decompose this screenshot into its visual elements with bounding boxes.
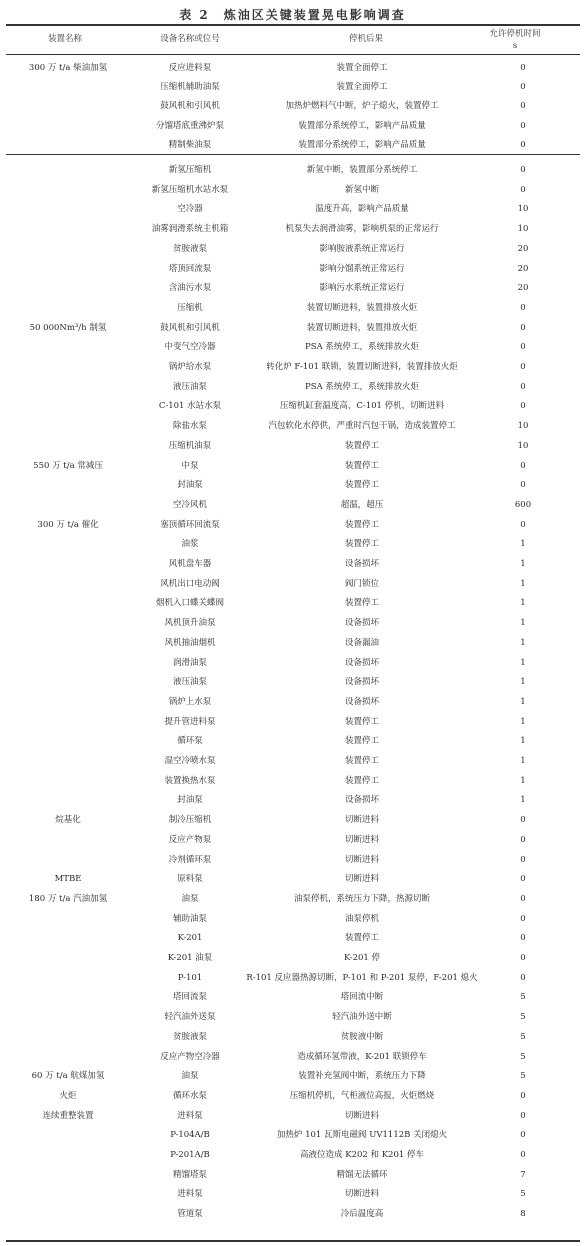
consequence-cell: 影响胺液系统正常运行 xyxy=(319,243,405,254)
equipment-cell: 封油泵 xyxy=(177,795,203,806)
consequence-cell: 设备损坏 xyxy=(344,795,380,806)
consequence-cell: 切断进料 xyxy=(344,874,380,885)
top-rule xyxy=(6,24,580,26)
consequence-cell: 加热炉 101 瓦斯电磁阀 UV1112B 关闭熄火 xyxy=(276,1130,448,1141)
consequence-cell: 装置补充氢阀中断，系统压力下降 xyxy=(298,1071,426,1082)
consequence-cell: 精馏无法循环 xyxy=(336,1169,388,1180)
equipment-cell: 油泵 xyxy=(181,893,199,904)
unit-name: 550 万 t/a 常减压 xyxy=(33,460,103,471)
equipment-cell: 塞顶循环回流泵 xyxy=(160,519,220,530)
consequence-cell: 汽包软化水停供，严重时汽包干锅，造成装置停工 xyxy=(268,421,456,432)
equipment-cell: 风机盘车器 xyxy=(168,559,212,569)
allowed-time-cell: 0 xyxy=(520,1150,526,1160)
consequence-cell: 装置停工 xyxy=(344,440,380,451)
equipment-cell: 湿空冷喷水泵 xyxy=(164,756,216,766)
consequence-cell: 超温，超压 xyxy=(340,499,384,510)
allowed-time-cell: 0 xyxy=(520,101,526,112)
consequence-cell: 装置停工 xyxy=(344,933,380,944)
consequence-cell: 新氢中断 xyxy=(344,184,380,195)
allowed-time-cell: 5 xyxy=(520,1189,526,1200)
unit-name: 烷基化 xyxy=(55,815,81,826)
equipment-cell: 中变气空冷器 xyxy=(164,342,216,353)
equipment-cell: 风机顶升油泵 xyxy=(164,618,216,629)
consequence-cell: 设备损坏 xyxy=(344,618,380,629)
allowed-time-cell: 1 xyxy=(520,598,526,609)
equipment-cell: 装置换热水泵 xyxy=(164,775,216,786)
consequence-cell: 装置全面停工 xyxy=(336,63,388,73)
equipment-cell: 反应进料泵 xyxy=(168,63,212,73)
consequence-cell: 切断进料 xyxy=(344,815,380,826)
equipment-cell: 油泵 xyxy=(181,1071,199,1082)
equipment-cell: 贫胺液泵 xyxy=(172,243,208,254)
consequence-cell: 高液位造成 K202 和 K201 停车 xyxy=(300,1150,424,1160)
equipment-cell: 循环水泵 xyxy=(172,1090,208,1101)
allowed-time-cell: 0 xyxy=(520,165,526,175)
allowed-time-cell: 1 xyxy=(520,696,526,707)
allowed-time-cell: 7 xyxy=(520,1169,526,1180)
unit-name: 连续重整装置 xyxy=(42,1110,94,1121)
equipment-cell: 锅炉给水泵 xyxy=(168,362,212,372)
allowed-time-cell: 0 xyxy=(520,1110,526,1121)
allowed-time-cell: 1 xyxy=(520,578,526,589)
consequence-cell: 切断进料 xyxy=(344,1189,380,1200)
allowed-time-cell: 0 xyxy=(520,302,526,313)
equipment-cell: 含油污水泵 xyxy=(168,283,212,294)
equipment-cell: 锅炉上水泵 xyxy=(168,696,212,707)
consequence-cell: 装置停工 xyxy=(344,775,380,786)
allowed-time-cell: 5 xyxy=(520,1051,526,1062)
consequence-cell: 油泵停机 xyxy=(344,913,380,924)
equipment-cell: 风机抽油烟机 xyxy=(164,637,216,648)
allowed-time-cell: 0 xyxy=(520,82,526,93)
consequence-cell: 压缩机停机，气柜液位高报，火炬燃烧 xyxy=(289,1090,435,1101)
consequence-cell: 新氢中断，装置部分系统停工 xyxy=(306,165,418,175)
allowed-time-cell: 0 xyxy=(520,63,526,73)
unit-name: MTBE xyxy=(54,874,82,885)
consequence-cell: 装置停工 xyxy=(344,480,380,491)
header-unit: 装置名称 xyxy=(47,34,82,44)
equipment-cell: 油浆 xyxy=(181,539,199,550)
allowed-time-cell: 600 xyxy=(514,499,532,510)
consequence-cell: 装置停工 xyxy=(344,736,380,747)
equipment-cell: 空冷风机 xyxy=(172,499,208,510)
consequence-cell: 阀门锁位 xyxy=(344,578,380,589)
consequence-cell: 设备损坏 xyxy=(344,696,380,707)
equipment-cell: 液压油泵 xyxy=(172,677,208,688)
allowed-time-cell: 1 xyxy=(520,539,526,550)
equipment-cell: 鼓风机和引风机 xyxy=(160,101,220,112)
unit-name: 火炬 xyxy=(59,1090,77,1101)
consequence-cell: 装置停工 xyxy=(344,519,380,530)
equipment-cell: 管道泵 xyxy=(177,1209,203,1220)
equipment-cell: 塔回流泵 xyxy=(172,992,208,1003)
allowed-time-cell: 1 xyxy=(520,559,526,569)
equipment-cell: 冷剂循环泵 xyxy=(168,854,212,865)
header-consequence: 停机后果 xyxy=(348,34,383,44)
equipment-cell: 空冷器 xyxy=(177,204,203,215)
consequence-cell: 影响污水系统正常运行 xyxy=(319,283,405,294)
consequence-cell: 塔回流中断 xyxy=(340,992,384,1003)
allowed-time-cell: 0 xyxy=(520,815,526,826)
allowed-time-cell: 5 xyxy=(520,1012,526,1023)
allowed-time-cell: 0 xyxy=(520,120,526,131)
equipment-cell: 贫胺液泵 xyxy=(172,1031,208,1042)
allowed-time-cell: 8 xyxy=(520,1209,526,1220)
consequence-cell: 装置全面停工 xyxy=(336,82,388,93)
allowed-time-cell: 1 xyxy=(520,795,526,806)
unit-name: 300 万 t/a 柴油加氢 xyxy=(28,63,108,73)
header-equipment: 设备名称或位号 xyxy=(160,34,220,44)
allowed-time-cell: 0 xyxy=(520,381,526,392)
allowed-time-cell: 0 xyxy=(520,874,526,885)
consequence-cell: 切断进料 xyxy=(344,854,380,865)
equipment-cell: 分馏塔底重沸炉泵 xyxy=(155,120,225,131)
consequence-cell: 冷后温度高 xyxy=(340,1209,384,1220)
equipment-cell: K-201 xyxy=(177,933,203,944)
consequence-cell: 设备损坏 xyxy=(344,677,380,688)
consequence-cell: 加热炉燃料气中断，炉子熄火，装置停工 xyxy=(285,101,439,112)
allowed-time-cell: 0 xyxy=(520,460,526,471)
allowed-time-cell: 0 xyxy=(520,322,526,333)
consequence-cell: 装置部分系统停工，影响产品质量 xyxy=(298,139,426,150)
consequence-cell: 装置停工 xyxy=(344,539,380,550)
equipment-cell: 循环泵 xyxy=(177,736,203,747)
allowed-time-cell: 0 xyxy=(520,480,526,491)
equipment-cell: 新氢压缩机水站水泵 xyxy=(151,184,229,195)
consequence-cell: R-101 反应器热源切断，P-101 和 P-201 泵停，F-201 熄火 xyxy=(246,972,478,983)
allowed-time-cell: 0 xyxy=(520,362,526,372)
consequence-cell: 装置切断进料，装置排放火炬 xyxy=(306,302,418,313)
allowed-time-cell: 0 xyxy=(520,519,526,530)
allowed-time-cell: 10 xyxy=(517,204,529,215)
allowed-time-cell: 20 xyxy=(517,243,529,254)
allowed-time-cell: 0 xyxy=(520,184,526,195)
section-rule xyxy=(6,154,580,155)
allowed-time-cell: 1 xyxy=(520,736,526,747)
equipment-cell: 反应产物空冷器 xyxy=(160,1051,220,1062)
equipment-cell: 精制柴油泵 xyxy=(168,139,212,150)
consequence-cell: 切断进料 xyxy=(344,1110,380,1121)
allowed-time-cell: 0 xyxy=(520,953,526,963)
allowed-time-cell: 20 xyxy=(517,283,529,294)
equipment-cell: 压缩机油泵 xyxy=(168,440,212,451)
allowed-time-cell: 0 xyxy=(520,933,526,944)
equipment-cell: 除盐水泵 xyxy=(172,421,208,432)
allowed-time-cell: 0 xyxy=(520,139,526,150)
equipment-cell: C-101 水站水泵 xyxy=(158,401,222,412)
equipment-cell: 润滑油泵 xyxy=(172,657,208,668)
allowed-time-cell: 0 xyxy=(520,972,526,983)
consequence-cell: 影响分馏系统正常运行 xyxy=(319,263,405,274)
allowed-time-cell: 0 xyxy=(520,1090,526,1101)
equipment-cell: 反应产物泵 xyxy=(168,834,212,845)
unit-name: 50 000Nm³/h 制氢 xyxy=(29,322,107,333)
equipment-cell: P-101 xyxy=(177,972,203,983)
consequence-cell: 装置切断进料，装置排放火炬 xyxy=(306,322,418,333)
allowed-time-cell: 5 xyxy=(520,1031,526,1042)
consequence-cell: 设备漏油 xyxy=(344,637,380,648)
consequence-cell: 装置停工 xyxy=(344,460,380,471)
equipment-cell: P-104A/B xyxy=(170,1130,210,1141)
equipment-cell: 精馏塔泵 xyxy=(172,1169,208,1180)
header-allowed-time: 允许停机时间 xyxy=(489,29,541,39)
equipment-cell: K-201 油泵 xyxy=(167,953,213,963)
consequence-cell: 油泵停机，系统压力下降，热源切断 xyxy=(293,893,431,904)
unit-name: 300 万 t/a 催化 xyxy=(37,519,99,530)
table-title: 表 2 炼油区关键装置晃电影响调查 xyxy=(179,8,406,22)
allowed-time-cell: 0 xyxy=(520,854,526,865)
equipment-cell: 制冷压缩机 xyxy=(168,815,212,826)
equipment-cell: P-201A/B xyxy=(170,1150,210,1160)
consequence-cell: 造成循环氢带液，K-201 联锁停车 xyxy=(297,1051,427,1062)
allowed-time-cell: 1 xyxy=(520,716,526,727)
equipment-cell: 进料泵 xyxy=(177,1110,203,1121)
allowed-time-cell: 1 xyxy=(520,657,526,668)
allowed-time-cell: 1 xyxy=(520,677,526,688)
consequence-cell: K-201 停 xyxy=(343,953,381,963)
equipment-cell: 原料泵 xyxy=(177,874,203,885)
equipment-cell: 油雾润滑系统主机箱 xyxy=(151,224,229,235)
equipment-cell: 提升管进料泵 xyxy=(164,716,216,727)
unit-name: 180 万 t/a 汽油加氢 xyxy=(28,893,108,904)
consequence-cell: 设备损坏 xyxy=(344,657,380,668)
equipment-cell: 塔顶回流泵 xyxy=(168,263,212,274)
allowed-time-cell: 1 xyxy=(520,618,526,629)
consequence-cell: PSA 系统停工，系统排放火炬 xyxy=(305,342,419,353)
equipment-cell: 鼓风机和引风机 xyxy=(160,322,220,333)
allowed-time-cell: 5 xyxy=(520,992,526,1003)
equipment-cell: 压缩机 xyxy=(177,302,203,313)
equipment-cell: 风机出口电动阀 xyxy=(160,578,220,589)
allowed-time-cell: 0 xyxy=(520,342,526,353)
consequence-cell: 转化炉 F-101 联锁，装置切断进料，装置排放火炬 xyxy=(266,362,458,372)
equipment-cell: 液压油泵 xyxy=(172,381,208,392)
equipment-cell: 新氢压缩机 xyxy=(168,165,212,175)
allowed-time-cell: 1 xyxy=(520,756,526,766)
allowed-time-cell: 0 xyxy=(520,1130,526,1141)
allowed-time-cell: 0 xyxy=(520,913,526,924)
consequence-cell: 温度升高，影响产品质量 xyxy=(315,204,409,215)
equipment-cell: 中泵 xyxy=(181,460,199,471)
bottom-rule xyxy=(6,1240,580,1242)
consequence-cell: 压缩机缸套温度高，C-101 停机，切断进料 xyxy=(279,401,445,412)
equipment-cell: 压缩机辅助油泵 xyxy=(160,82,220,93)
header-allowed-time-unit: s xyxy=(512,41,518,51)
consequence-cell: 机泵失去润滑油雾，影响机泵的正常运行 xyxy=(285,224,439,235)
consequence-cell: 贫胺液中断 xyxy=(340,1031,384,1042)
consequence-cell: 切断进料 xyxy=(344,834,380,845)
allowed-time-cell: 5 xyxy=(520,1071,526,1082)
consequence-cell: 轻汽油外送中断 xyxy=(332,1012,392,1023)
allowed-time-cell: 0 xyxy=(520,401,526,412)
allowed-time-cell: 0 xyxy=(520,893,526,904)
consequence-cell: 装置部分系统停工，影响产品质量 xyxy=(298,120,426,131)
consequence-cell: PSA 系统停工，系统排放火炬 xyxy=(305,381,419,392)
equipment-cell: 进料泵 xyxy=(177,1189,203,1200)
consequence-cell: 装置停工 xyxy=(344,716,380,727)
allowed-time-cell: 20 xyxy=(517,263,529,274)
allowed-time-cell: 10 xyxy=(517,224,529,235)
consequence-cell: 装置停工 xyxy=(344,598,380,609)
allowed-time-cell: 0 xyxy=(520,834,526,845)
unit-name: 60 万 t/a 航煤加氢 xyxy=(31,1071,105,1082)
header-rule xyxy=(6,54,580,55)
equipment-cell: 辅助油泵 xyxy=(172,913,208,924)
allowed-time-cell: 1 xyxy=(520,637,526,648)
consequence-cell: 设备损坏 xyxy=(344,559,380,569)
allowed-time-cell: 10 xyxy=(517,421,529,432)
equipment-cell: 轻汽油外送泵 xyxy=(164,1012,216,1023)
equipment-cell: 烟机入口蝶关蝶阀 xyxy=(155,598,225,609)
allowed-time-cell: 1 xyxy=(520,775,526,786)
allowed-time-cell: 10 xyxy=(517,440,529,451)
equipment-cell: 封油泵 xyxy=(177,480,203,491)
consequence-cell: 装置停工 xyxy=(344,756,380,766)
